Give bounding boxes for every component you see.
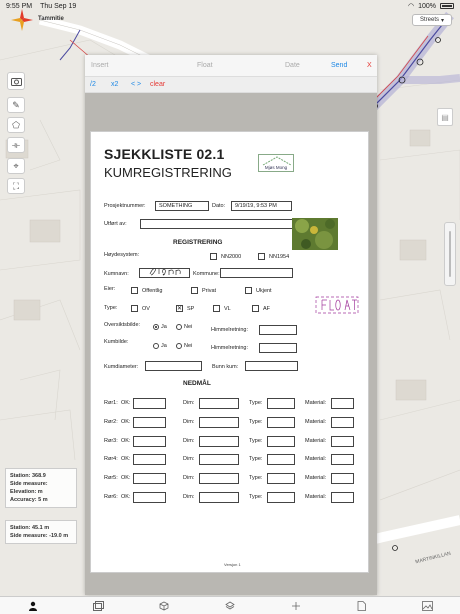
ror-type-field[interactable]: [267, 436, 295, 447]
draw-line-button[interactable]: [7, 97, 25, 113]
document-icon: [357, 601, 366, 611]
ror-ok-field[interactable]: [133, 454, 166, 465]
kumbilde-ja-radio[interactable]: [153, 343, 159, 349]
modal-header: [85, 55, 377, 77]
battery-icon: [440, 3, 454, 9]
tab-add[interactable]: [289, 599, 303, 613]
kumdiameter-label: Kumdiameter:: [104, 364, 139, 370]
status-time: 9:55 PM: [6, 2, 33, 10]
ukjent-label: Ukjent: [256, 288, 272, 294]
side-panel-handle[interactable]: [444, 222, 456, 286]
bottom-tab-bar: [0, 596, 460, 614]
registrering-heading: REGISTRERING: [173, 239, 223, 246]
ror-type-field[interactable]: [267, 454, 295, 465]
camera-icon: [11, 77, 22, 86]
vl-checkbox[interactable]: [213, 305, 220, 312]
ror-ok-label: OK:: [121, 437, 131, 444]
document-button[interactable]: [437, 108, 453, 126]
tab-profile[interactable]: [26, 599, 40, 613]
ukjent-checkbox[interactable]: [245, 287, 252, 294]
nn2000-label: NN2000: [221, 254, 242, 260]
ror-type-label: Type:: [249, 475, 263, 482]
kumbilde-label: Kumbilde:: [104, 339, 129, 345]
tab-3d[interactable]: [157, 599, 171, 613]
oversiktsbilde-ja-radio[interactable]: [153, 324, 159, 330]
page-fraction-button[interactable]: /2: [90, 81, 96, 88]
dato-label: Dato:: [212, 203, 226, 209]
ror-dim-field[interactable]: [199, 473, 239, 484]
ror-material-label: Material:: [305, 475, 327, 482]
attached-photo[interactable]: [292, 218, 338, 250]
cube-icon: [159, 601, 169, 611]
privat-label: Privat: [202, 288, 217, 294]
status-date: Thu Sep 19: [40, 2, 77, 10]
tab-documents[interactable]: [354, 599, 368, 613]
eier-label: Eier:: [104, 286, 116, 292]
ror-type-label: Type:: [249, 494, 263, 500]
ruler-icon: ⟛: [11, 139, 21, 150]
ror-dim-label: Dim:: [183, 475, 195, 482]
person-icon: [28, 601, 38, 611]
dato-field[interactable]: 9/19/19, 9:53 PM: [231, 201, 292, 211]
ror-material-label: Material:: [305, 418, 327, 425]
expand-icon: ⛶: [12, 180, 20, 191]
tab-layers[interactable]: [223, 599, 237, 613]
ror-dim-label: Dim:: [183, 400, 195, 406]
kumbilde-ja-label: Ja: [161, 343, 167, 349]
form-modal: [85, 55, 377, 595]
ror-row-label: Rør2:: [104, 418, 118, 425]
accuracy-value: Accuracy: 5 m: [10, 497, 48, 503]
ror-type-field[interactable]: [267, 492, 295, 503]
himmelretning-label: Himmelretning:: [211, 327, 248, 333]
ror-material-field[interactable]: [331, 473, 354, 484]
ror-dim-label: Dim:: [183, 437, 195, 444]
oversiktsbilde-nei-label: Nei: [184, 324, 193, 330]
ror-ok-label: OK:: [121, 475, 131, 482]
vl-label: VL: [224, 306, 231, 312]
himmelretning-field-1[interactable]: [259, 325, 297, 335]
ror-dim-label: Dim:: [183, 456, 195, 463]
ror-material-field[interactable]: [331, 436, 354, 447]
chevron-down-icon: ▾: [441, 17, 445, 24]
ov-label: OV: [142, 306, 150, 312]
form-subtitle: KUMREGISTRERING: [104, 165, 232, 180]
ror-ok-label: OK:: [121, 418, 131, 425]
battery-percent: 100%: [418, 2, 436, 10]
himmelretning-field-2[interactable]: [259, 343, 297, 353]
plus-icon: [291, 601, 301, 611]
ror-ok-field[interactable]: [133, 417, 166, 428]
ror-row-label: Rør4:: [104, 456, 118, 463]
kumbilde-nei-radio[interactable]: [176, 343, 182, 349]
modal-toolbar: [85, 77, 377, 93]
oversiktsbilde-ja-label: Ja: [161, 324, 167, 330]
type-label: Type:: [104, 305, 118, 311]
utfort-label: Utført av:: [104, 221, 127, 227]
tab-images[interactable]: [420, 599, 434, 613]
af-checkbox[interactable]: [252, 305, 259, 312]
station-info-box-2: [5, 520, 77, 544]
clear-button[interactable]: clear: [150, 81, 166, 88]
close-button[interactable]: X: [367, 62, 372, 69]
form-title: SJEKKLISTE 02.1: [104, 146, 225, 162]
offentlig-label: Offentlig: [142, 288, 163, 294]
measure-button[interactable]: [7, 137, 25, 153]
af-label: AF: [263, 306, 271, 312]
ror-dim-field[interactable]: [199, 454, 239, 465]
ror-dim-field[interactable]: [199, 398, 239, 409]
document-icon: ▤: [441, 112, 449, 122]
place-label: Tammitie: [38, 16, 64, 22]
station-value: Station: 368.9: [10, 473, 46, 479]
station-value-2: Station: 45.1 m: [10, 525, 50, 531]
ov-checkbox[interactable]: [131, 305, 138, 312]
ror-row-label: Rør1:: [104, 400, 118, 406]
prosjektnummer-field[interactable]: SOMETHING: [155, 201, 209, 211]
ror-type-field[interactable]: [267, 473, 295, 484]
oversiktsbilde-label: Oversiktsbilde:: [104, 322, 141, 328]
ror-type-label: Type:: [249, 437, 263, 444]
ror-type-field[interactable]: [267, 417, 295, 428]
himmelretning-label-2: Himmelretning:: [211, 345, 248, 351]
ror-ok-field[interactable]: [133, 473, 166, 484]
locate-button[interactable]: [7, 158, 25, 174]
form-version: Versjon 1: [224, 562, 241, 567]
streets-button[interactable]: [412, 14, 452, 26]
prosjektnummer-label: Prosjektnummer:: [104, 203, 146, 209]
kommune-label: Kommune:: [193, 271, 220, 277]
status-bar: [0, 0, 460, 12]
ror-type-label: Type:: [249, 418, 263, 425]
nn1954-label: NN1954: [269, 254, 290, 260]
kumnavn-label: Kumnavn:: [104, 271, 129, 277]
draw-polygon-button[interactable]: [7, 117, 25, 133]
crosshair-icon: ⌖: [13, 160, 19, 171]
nn1954-checkbox[interactable]: [258, 253, 265, 260]
ror-type-field[interactable]: [267, 398, 295, 409]
ror-ok-field[interactable]: [133, 492, 166, 503]
sp-checkbox[interactable]: ✕: [177, 306, 183, 312]
camera-button[interactable]: [7, 72, 25, 90]
elevation-value: Elevation: m: [10, 489, 43, 495]
logo-triangle-icon: [261, 156, 293, 166]
kommune-field[interactable]: [220, 268, 293, 278]
compass-icon[interactable]: [10, 8, 34, 32]
layers-icon: [225, 601, 235, 611]
kumdiameter-field[interactable]: [145, 361, 202, 371]
streets-button-label: Streets: [419, 17, 439, 23]
ror-row-label: Rør3:: [104, 437, 118, 444]
checklist-form[interactable]: [90, 131, 369, 573]
ror-material-field[interactable]: [331, 417, 354, 428]
ror-ok-label: OK:: [121, 494, 131, 500]
ror-material-field[interactable]: [331, 492, 354, 503]
handwritten-kumnavn: [147, 265, 191, 278]
tab-gallery[interactable]: [92, 599, 106, 613]
nedmal-heading: NEDMÅL: [183, 380, 211, 387]
oversiktsbilde-nei-radio[interactable]: [176, 324, 182, 330]
ror-type-label: Type:: [249, 456, 263, 463]
float-button[interactable]: Float: [197, 62, 213, 69]
polygon-icon: ⬠: [12, 119, 20, 130]
page-nav-button[interactable]: < >: [131, 81, 142, 88]
ror-material-label: Material:: [305, 456, 327, 463]
ror-row-label: Rør5:: [104, 475, 118, 482]
ror-material-label: Material:: [305, 437, 327, 444]
sp-label: SP: [187, 306, 195, 312]
image-icon: [422, 601, 433, 611]
ror-dim-field[interactable]: [199, 492, 239, 503]
street-label: MARTINKILLAN: [414, 550, 452, 566]
ror-type-label: Type:: [249, 400, 263, 406]
side-measure-value-2: Side measure: -19.0 m: [10, 533, 69, 539]
nn2000-checkbox[interactable]: [210, 253, 217, 260]
fullscreen-button[interactable]: [7, 178, 25, 194]
ror-material-label: Material:: [305, 400, 327, 406]
photos-icon: [93, 601, 104, 611]
side-measure-value: Side measure:: [10, 481, 48, 487]
offentlig-checkbox[interactable]: [131, 287, 138, 294]
zoom-button[interactable]: x2: [111, 81, 119, 88]
float-annotation-stamp: [315, 296, 359, 314]
ror-ok-label: OK:: [121, 400, 131, 406]
company-logo: [258, 154, 294, 172]
utfort-field[interactable]: [140, 219, 294, 229]
wifi-icon: ◠: [407, 3, 415, 10]
insert-button[interactable]: Insert: [91, 62, 109, 69]
logo-text: Mjøs Mong: [264, 165, 288, 170]
send-button[interactable]: Send: [331, 62, 348, 69]
ror-dim-label: Dim:: [183, 418, 195, 425]
ror-material-field[interactable]: [331, 398, 354, 409]
ror-row-label: Rør6:: [104, 494, 118, 500]
pencil-icon: ✎: [12, 99, 20, 110]
privat-checkbox[interactable]: [191, 287, 198, 294]
ror-material-field[interactable]: [331, 454, 354, 465]
station-info-box: [5, 468, 77, 508]
ror-dim-label: Dim:: [183, 494, 195, 500]
ror-material-label: Material:: [305, 494, 327, 500]
ror-ok-field[interactable]: [133, 398, 166, 409]
hoydesystem-label: Høydesystem:: [104, 252, 140, 258]
kumbilde-nei-label: Nei: [184, 343, 193, 349]
ror-dim-field[interactable]: [199, 436, 239, 447]
date-button[interactable]: Date: [285, 62, 300, 69]
ror-ok-field[interactable]: [133, 436, 166, 447]
ror-ok-label: OK:: [121, 456, 131, 463]
bunnkum-label: Bunn kum:: [212, 364, 239, 370]
ror-dim-field[interactable]: [199, 417, 239, 428]
bunnkum-field[interactable]: [245, 361, 298, 371]
